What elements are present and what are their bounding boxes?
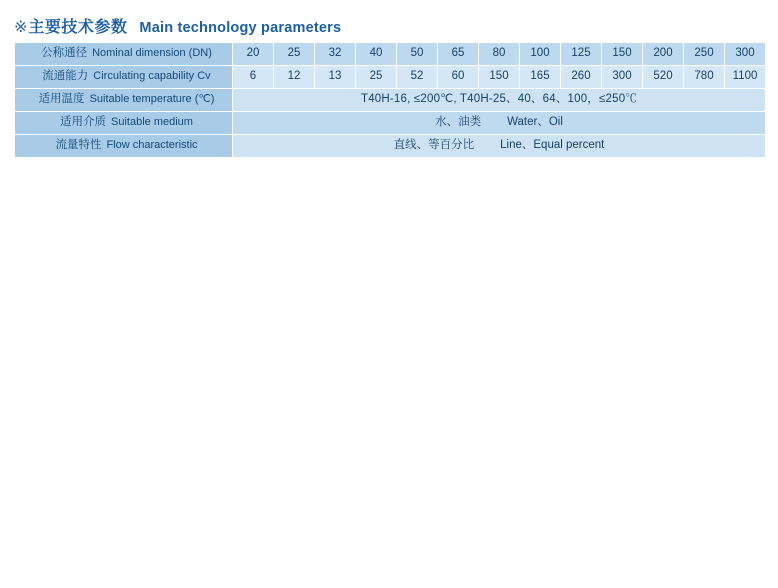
label-cn: 公称通径 bbox=[41, 47, 88, 60]
cell-cv-3: 25 bbox=[356, 66, 397, 89]
cell-dn-2: 32 bbox=[315, 43, 356, 66]
table-row bbox=[15, 43, 766, 66]
label-en: Flow characteristic bbox=[106, 139, 198, 152]
label-en: Circulating capability Cv bbox=[93, 70, 211, 83]
row-label-flow-characteristic bbox=[15, 135, 233, 158]
cell-suitable-temperature-value: T40H-16, ≤200℃, T40H-25、40、64、100，≤250℃ bbox=[233, 89, 766, 112]
cell-cv-12: 1100 bbox=[725, 66, 766, 89]
label-en: Nominal dimension (DN) bbox=[92, 47, 212, 60]
cell-dn-8: 125 bbox=[561, 43, 602, 66]
label-en: Suitable temperature (℃) bbox=[89, 93, 215, 106]
cell-cv-7: 165 bbox=[520, 66, 561, 89]
label-cn: 适用介质 bbox=[60, 116, 107, 129]
table-row bbox=[15, 135, 766, 158]
cell-cv-10: 520 bbox=[643, 66, 684, 89]
row-label-suitable-temperature bbox=[15, 89, 233, 112]
cell-dn-6: 80 bbox=[479, 43, 520, 66]
cell-cv-1: 12 bbox=[274, 66, 315, 89]
cell-cv-8: 260 bbox=[561, 66, 602, 89]
cell-dn-1: 25 bbox=[274, 43, 315, 66]
label-cn: 适用温度 bbox=[38, 93, 85, 106]
cell-dn-12: 300 bbox=[725, 43, 766, 66]
medium-value-en: Water、Oil bbox=[507, 116, 563, 129]
cell-cv-6: 150 bbox=[479, 66, 520, 89]
table-row bbox=[15, 66, 766, 89]
row-label-nominal-dimension bbox=[15, 43, 233, 66]
cell-dn-0: 20 bbox=[233, 43, 274, 66]
cell-cv-11: 780 bbox=[684, 66, 725, 89]
cell-cv-2: 13 bbox=[315, 66, 356, 89]
row-label-circulating-capability bbox=[15, 66, 233, 89]
bullet-mark-icon: ※ bbox=[14, 19, 28, 36]
table-row bbox=[15, 112, 766, 135]
section-title-english: Main technology parameters bbox=[139, 20, 342, 36]
medium-value-cn: 水、油类 bbox=[435, 116, 482, 129]
table-row bbox=[15, 89, 766, 112]
section-title-chinese: 主要技术参数 bbox=[28, 19, 128, 36]
cell-dn-5: 65 bbox=[438, 43, 479, 66]
flow-value-en: Line、Equal percent bbox=[500, 139, 605, 152]
cell-dn-11: 250 bbox=[684, 43, 725, 66]
flow-value-cn: 直线、等百分比 bbox=[393, 139, 475, 152]
cell-cv-9: 300 bbox=[602, 66, 643, 89]
cell-cv-0: 6 bbox=[233, 66, 274, 89]
label-cn: 流量特性 bbox=[55, 139, 102, 152]
cell-flow-characteristic-value bbox=[233, 135, 766, 158]
cell-cv-5: 60 bbox=[438, 66, 479, 89]
cell-dn-7: 100 bbox=[520, 43, 561, 66]
cell-suitable-medium-value bbox=[233, 112, 766, 135]
row-label-suitable-medium bbox=[15, 112, 233, 135]
technical-parameters-table bbox=[14, 42, 766, 158]
cell-cv-4: 52 bbox=[397, 66, 438, 89]
cell-dn-9: 150 bbox=[602, 43, 643, 66]
label-en: Suitable medium bbox=[111, 116, 193, 129]
cell-dn-3: 40 bbox=[356, 43, 397, 66]
cell-dn-10: 200 bbox=[643, 43, 684, 66]
section-heading bbox=[14, 14, 341, 37]
label-cn: 流通能力 bbox=[42, 70, 89, 83]
cell-dn-4: 50 bbox=[397, 43, 438, 66]
